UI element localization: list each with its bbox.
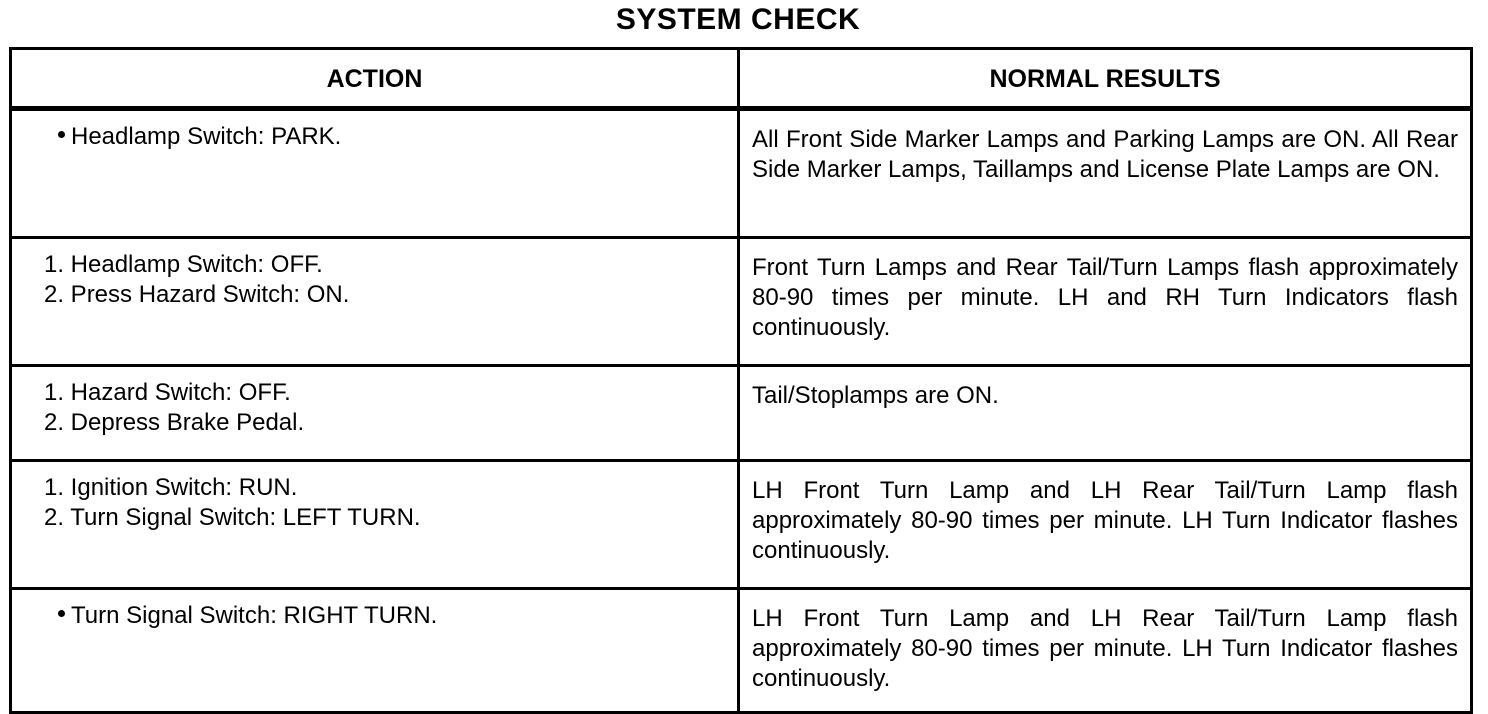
action-step: 2. Turn Signal Switch: LEFT TURN.: [44, 504, 421, 531]
action-cell: [11, 366, 739, 461]
action-bullet-item: [44, 601, 727, 631]
result-cell: Front Turn Lamps and Rear Tail/Turn Lamps flash approximately 80-90 times per minute. LH and RH Turn Indicators flash continuously.: [739, 238, 1472, 366]
table-row: [11, 589, 1472, 713]
action-step: 1. Hazard Switch: OFF.: [44, 379, 291, 406]
table-row: [11, 366, 1472, 461]
action-cell: [11, 109, 739, 238]
action-cell: [11, 461, 739, 589]
action-cell: [11, 589, 739, 713]
table-row: [11, 238, 1472, 366]
result-cell: All Front Side Marker Lamps and Parking Lamps are ON. All Rear Side Marker Lamps, Taillamps and License Plate Lamps are ON.: [739, 109, 1472, 238]
action-step: 2. Depress Brake Pedal.: [44, 409, 305, 436]
result-cell: LH Front Turn Lamp and LH Rear Tail/Turn Lamp flash approximately 80-90 times per minute. LH Turn Indicator flashes continuously.: [739, 461, 1472, 589]
column-header-normal-results: NORMAL RESULTS: [739, 49, 1472, 109]
action-text: Turn Signal Switch: RIGHT TURN.: [71, 602, 438, 629]
action-bullet-item: [44, 122, 727, 152]
action-text: Headlamp Switch: PARK.: [71, 123, 342, 150]
result-cell: Tail/Stoplamps are ON.: [739, 366, 1472, 461]
result-cell: LH Front Turn Lamp and LH Rear Tail/Turn Lamp flash approximately 80-90 times per minute. LH Turn Indicator flashes continuously.: [739, 589, 1472, 713]
table-row: [11, 109, 1472, 238]
bullet-icon: [58, 610, 65, 617]
page-title: SYSTEM CHECK: [615, 3, 861, 36]
system-check-table: [9, 47, 1473, 714]
column-header-action: ACTION: [11, 49, 739, 109]
table-row: [11, 461, 1472, 589]
action-cell: [11, 238, 739, 366]
action-step: 1. Headlamp Switch: OFF.: [44, 251, 323, 278]
table-header-row: [11, 49, 1472, 109]
action-step: 1. Ignition Switch: RUN.: [44, 474, 298, 501]
action-step: 2. Press Hazard Switch: ON.: [44, 281, 350, 308]
bullet-icon: [58, 131, 65, 138]
